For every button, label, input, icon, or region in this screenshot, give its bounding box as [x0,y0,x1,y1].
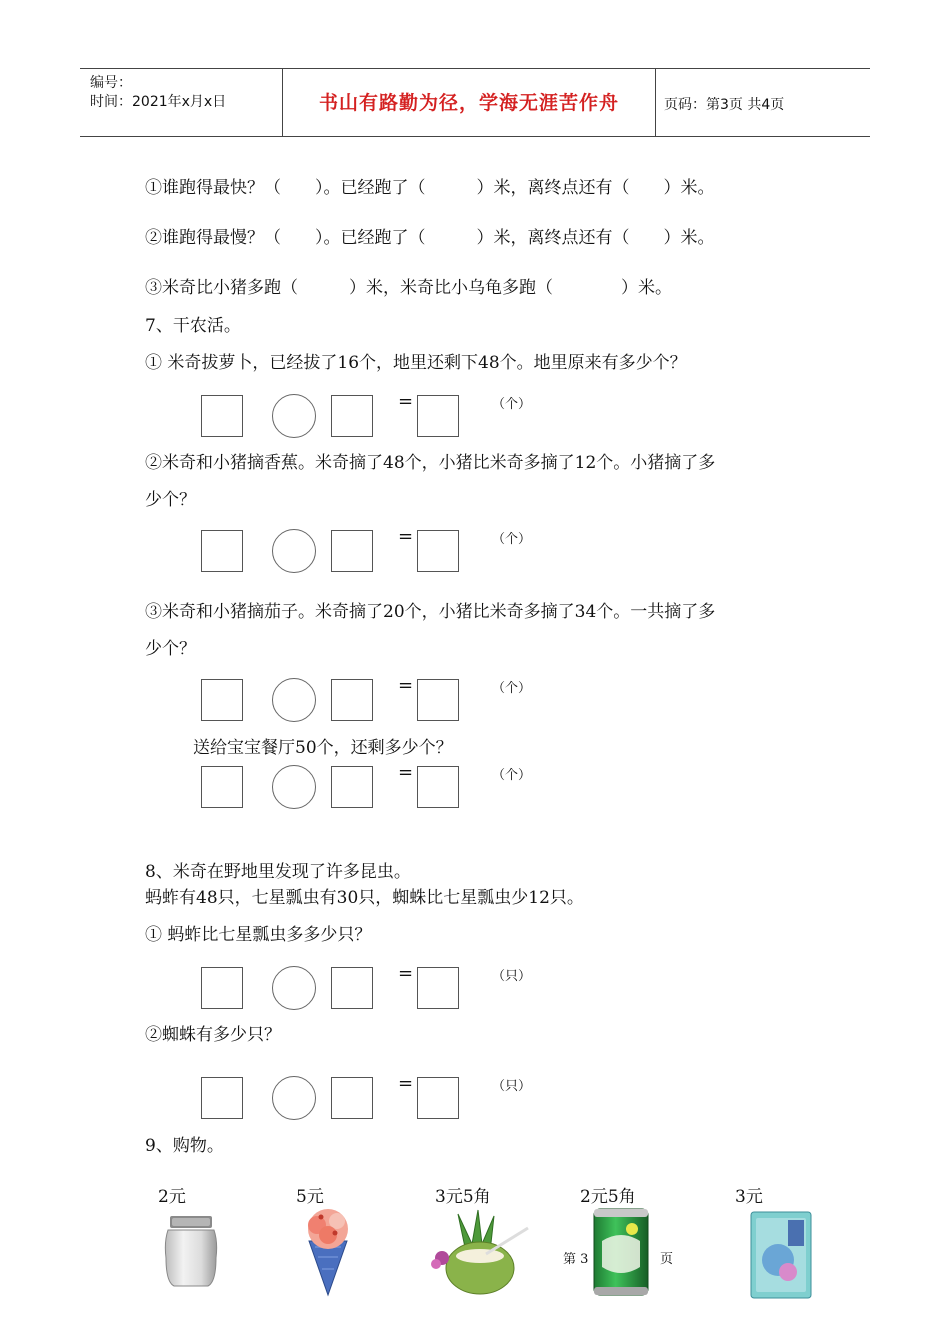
q8-problem-2: ②蜘蛛有多少只？ [145,1025,281,1045]
q6-line-fastest: ①谁跑得最快？（ ）。已经跑了（ ）米，离终点还有（ ）米。 [145,178,715,198]
equals-sign: = [398,526,414,547]
equals-sign: = [398,675,414,696]
operator-circle[interactable] [272,1076,316,1120]
soda-can-icon[interactable] [588,1205,654,1299]
answer-box[interactable] [331,530,373,572]
q7-problem-3-line-2: 少个？ [145,639,196,659]
operator-circle[interactable] [272,529,316,573]
q7-problem-4: 送给宝宝餐厅50个，还剩多少个？ [193,738,453,758]
header-bottom-rule [80,136,870,137]
answer-box[interactable] [331,679,373,721]
header-motto: 书山有路勤为径，学海无涯苦作舟 [318,92,619,114]
equals-sign: = [398,391,414,412]
q7-problem-3-line-1: ③米奇和小猪摘茄子。米奇摘了20个，小猪比米奇多摘了34个。一共摘了多 [145,602,716,622]
answer-box[interactable] [331,395,373,437]
coconut-drink-icon[interactable] [428,1208,532,1298]
answer-box[interactable] [331,766,373,808]
operator-circle[interactable] [272,966,316,1010]
unit-label: （个） [492,532,532,547]
unit-label: （只） [492,969,532,984]
q7-title: 7、干农活。 [145,316,241,336]
result-box[interactable] [417,679,459,721]
price-label-coconut: 3元5角 [435,1187,491,1207]
result-box[interactable] [417,530,459,572]
q7-problem-2-line-2: 少个？ [145,490,196,510]
answer-box[interactable] [201,1077,243,1119]
operator-circle[interactable] [272,678,316,722]
answer-box[interactable] [201,967,243,1009]
header-top-rule [80,68,870,69]
operator-circle[interactable] [272,394,316,438]
q9-title: 9、购物。 [145,1136,224,1156]
q7-problem-1: ① 米奇拔萝卜，已经拔了16个，地里还剩下48个。地里原来有多少个？ [145,353,687,373]
header-divider-right [655,68,656,136]
q7-problem-2-line-1: ②米奇和小猪摘香蕉。米奇摘了48个，小猪比米奇多摘了12个。小猪摘了多 [145,453,716,473]
yogurt-cup-icon[interactable] [160,1212,222,1290]
result-box[interactable] [417,766,459,808]
equals-sign: = [398,762,414,783]
header-divider-left [282,68,283,136]
footer-page-right: 页 [660,1252,674,1267]
unit-label: （个） [492,681,532,696]
unit-label: （个） [492,768,532,783]
result-box[interactable] [417,1077,459,1119]
price-label-yogurt: 2元 [158,1187,186,1207]
snack-bag-icon[interactable] [748,1210,814,1300]
q8-title: 8、米奇在野地里发现了许多昆虫。 [145,862,411,882]
footer-page-left: 第 3 [563,1252,589,1267]
equals-sign: = [398,963,414,984]
ice-cream-cone-icon[interactable] [297,1207,359,1297]
answer-box[interactable] [201,679,243,721]
header-number-label: 编号： [90,75,132,91]
operator-circle[interactable] [272,765,316,809]
answer-box[interactable] [201,530,243,572]
q8-info: 蚂蚱有48只，七星瓢虫有30只，蜘蛛比七星瓢虫少12只。 [145,888,584,908]
unit-label: （个） [492,397,532,412]
q6-line-difference: ③米奇比小猪多跑（ ）米，米奇比小乌龟多跑（ ）米。 [145,278,672,298]
equals-sign: = [398,1073,414,1094]
header-page-info: 页码：第3页 共4页 [664,97,785,113]
q6-line-slowest: ②谁跑得最慢？（ ）。已经跑了（ ）米，离终点还有（ ）米。 [145,228,715,248]
price-label-snack: 3元 [735,1187,763,1207]
result-box[interactable] [417,967,459,1009]
price-label-soda: 2元5角 [580,1187,636,1207]
header-time-label: 时间：2021年x月x日 [90,94,227,110]
price-label-ice-cream: 5元 [296,1187,324,1207]
answer-box[interactable] [331,967,373,1009]
q8-problem-1: ① 蚂蚱比七星瓢虫多多少只？ [145,925,372,945]
answer-box[interactable] [331,1077,373,1119]
unit-label: （只） [492,1079,532,1094]
answer-box[interactable] [201,395,243,437]
result-box[interactable] [417,395,459,437]
answer-box[interactable] [201,766,243,808]
